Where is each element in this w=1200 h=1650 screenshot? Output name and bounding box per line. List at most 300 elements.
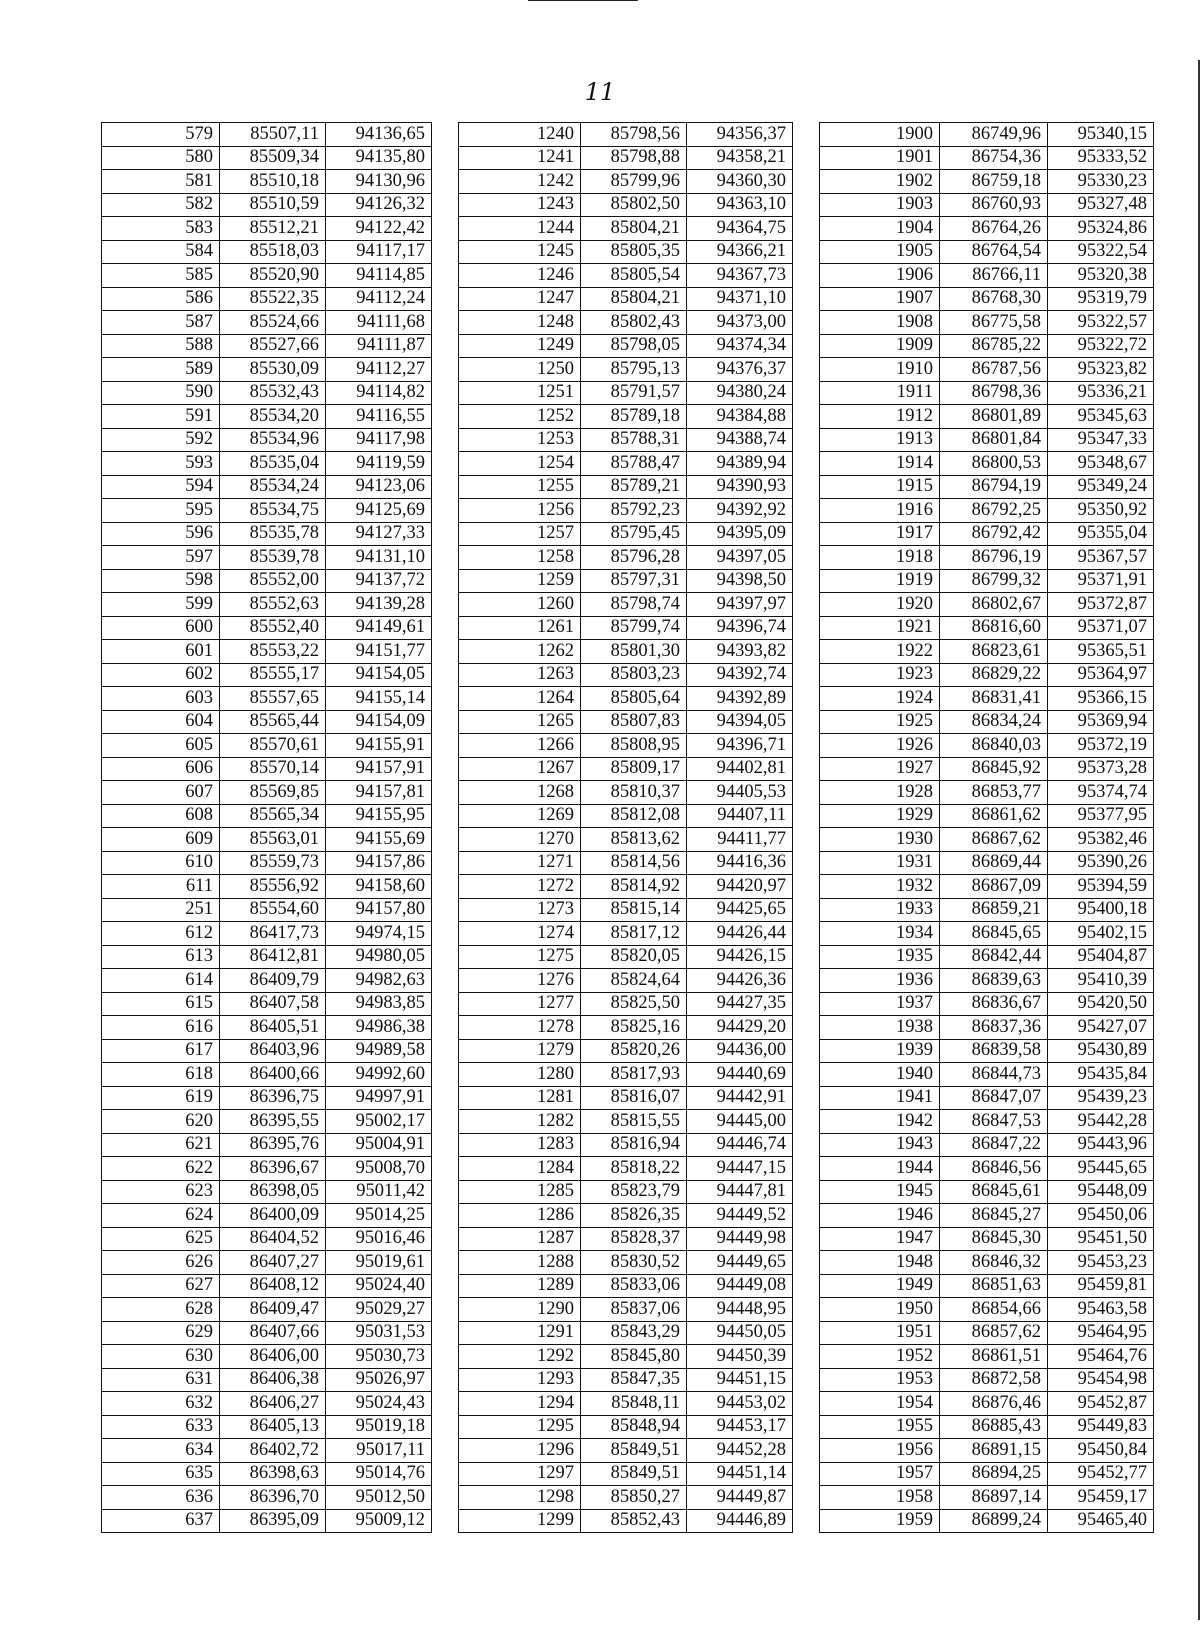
point-number-cell: 1264 bbox=[459, 687, 581, 711]
point-number-cell: 582 bbox=[102, 193, 220, 217]
point-number-cell: 1927 bbox=[820, 757, 940, 781]
point-number-cell: 1957 bbox=[820, 1462, 940, 1486]
x-coordinate-cell: 86837,36 bbox=[940, 1016, 1048, 1040]
x-coordinate-cell: 85843,29 bbox=[581, 1321, 687, 1345]
point-number-cell: 1920 bbox=[820, 593, 940, 617]
point-number-cell: 586 bbox=[102, 287, 220, 311]
table-row bbox=[459, 1157, 793, 1181]
y-coordinate-cell: 94364,75 bbox=[687, 217, 793, 241]
point-number-cell: 1292 bbox=[459, 1345, 581, 1369]
table-row bbox=[820, 1509, 1154, 1533]
table-row bbox=[102, 1204, 432, 1228]
point-number-cell: 619 bbox=[102, 1086, 220, 1110]
x-coordinate-cell: 86400,66 bbox=[220, 1063, 326, 1087]
point-number-cell: 1262 bbox=[459, 640, 581, 664]
point-number-cell: 627 bbox=[102, 1274, 220, 1298]
x-coordinate-cell: 85845,80 bbox=[581, 1345, 687, 1369]
table-row bbox=[102, 264, 432, 288]
x-coordinate-cell: 86405,13 bbox=[220, 1415, 326, 1439]
y-coordinate-cell: 95322,57 bbox=[1048, 311, 1154, 335]
x-coordinate-cell: 86759,18 bbox=[940, 170, 1048, 194]
table-row bbox=[102, 1133, 432, 1157]
point-number-cell: 1251 bbox=[459, 381, 581, 405]
y-coordinate-cell: 94427,35 bbox=[687, 992, 793, 1016]
x-coordinate-cell: 85512,21 bbox=[220, 217, 326, 241]
point-number-cell: 1294 bbox=[459, 1392, 581, 1416]
table-row bbox=[459, 875, 793, 899]
y-coordinate-cell: 94158,60 bbox=[326, 875, 432, 899]
x-coordinate-cell: 85805,35 bbox=[581, 240, 687, 264]
x-coordinate-cell: 85556,92 bbox=[220, 875, 326, 899]
table-row bbox=[820, 663, 1154, 687]
y-coordinate-cell: 95450,84 bbox=[1048, 1439, 1154, 1463]
x-coordinate-cell: 85539,78 bbox=[220, 546, 326, 570]
table-row bbox=[459, 1298, 793, 1322]
x-coordinate-cell: 86799,32 bbox=[940, 569, 1048, 593]
x-coordinate-cell: 86859,21 bbox=[940, 898, 1048, 922]
x-coordinate-cell: 86867,62 bbox=[940, 828, 1048, 852]
point-number-cell: 613 bbox=[102, 945, 220, 969]
y-coordinate-cell: 94371,10 bbox=[687, 287, 793, 311]
point-number-cell: 1276 bbox=[459, 969, 581, 993]
x-coordinate-cell: 85795,45 bbox=[581, 522, 687, 546]
x-coordinate-cell: 86409,47 bbox=[220, 1298, 326, 1322]
table-row bbox=[102, 240, 432, 264]
point-number-cell: 598 bbox=[102, 569, 220, 593]
point-number-cell: 1246 bbox=[459, 264, 581, 288]
table-row bbox=[820, 922, 1154, 946]
point-number-cell: 594 bbox=[102, 475, 220, 499]
table-row bbox=[820, 616, 1154, 640]
x-coordinate-cell: 85565,34 bbox=[220, 804, 326, 828]
point-number-cell: 1944 bbox=[820, 1157, 940, 1181]
y-coordinate-cell: 94436,00 bbox=[687, 1039, 793, 1063]
point-number-cell: 600 bbox=[102, 616, 220, 640]
y-coordinate-cell: 94384,88 bbox=[687, 405, 793, 429]
x-coordinate-cell: 85802,50 bbox=[581, 193, 687, 217]
table-row bbox=[820, 898, 1154, 922]
table-row bbox=[820, 1392, 1154, 1416]
y-coordinate-cell: 95402,15 bbox=[1048, 922, 1154, 946]
table-row bbox=[459, 828, 793, 852]
y-coordinate-cell: 94394,05 bbox=[687, 710, 793, 734]
table-row bbox=[820, 1439, 1154, 1463]
x-coordinate-cell: 85797,31 bbox=[581, 569, 687, 593]
y-coordinate-cell: 94989,58 bbox=[326, 1039, 432, 1063]
x-coordinate-cell: 86834,24 bbox=[940, 710, 1048, 734]
table-row bbox=[459, 123, 793, 147]
y-coordinate-cell: 95024,43 bbox=[326, 1392, 432, 1416]
x-coordinate-cell: 85788,47 bbox=[581, 452, 687, 476]
point-number-cell: 612 bbox=[102, 922, 220, 946]
point-number-cell: 616 bbox=[102, 1016, 220, 1040]
point-number-cell: 1268 bbox=[459, 781, 581, 805]
y-coordinate-cell: 94155,69 bbox=[326, 828, 432, 852]
y-coordinate-cell: 94449,08 bbox=[687, 1274, 793, 1298]
point-number-cell: 1252 bbox=[459, 405, 581, 429]
y-coordinate-cell: 94157,80 bbox=[326, 898, 432, 922]
point-number-cell: 1926 bbox=[820, 734, 940, 758]
table-row bbox=[102, 1321, 432, 1345]
y-coordinate-cell: 94135,80 bbox=[326, 146, 432, 170]
x-coordinate-cell: 85818,22 bbox=[581, 1157, 687, 1181]
point-number-cell: 1936 bbox=[820, 969, 940, 993]
table-row bbox=[820, 193, 1154, 217]
y-coordinate-cell: 95443,96 bbox=[1048, 1133, 1154, 1157]
x-coordinate-cell: 86816,60 bbox=[940, 616, 1048, 640]
y-coordinate-cell: 94420,97 bbox=[687, 875, 793, 899]
table-row bbox=[459, 992, 793, 1016]
point-number-cell: 603 bbox=[102, 687, 220, 711]
x-coordinate-cell: 85789,18 bbox=[581, 405, 687, 429]
y-coordinate-cell: 94451,15 bbox=[687, 1368, 793, 1392]
table-row bbox=[820, 1321, 1154, 1345]
x-coordinate-cell: 86846,32 bbox=[940, 1251, 1048, 1275]
point-number-cell: 596 bbox=[102, 522, 220, 546]
x-coordinate-cell: 86861,51 bbox=[940, 1345, 1048, 1369]
y-coordinate-cell: 95448,09 bbox=[1048, 1180, 1154, 1204]
point-number-cell: 1949 bbox=[820, 1274, 940, 1298]
point-number-cell: 588 bbox=[102, 334, 220, 358]
point-number-cell: 1269 bbox=[459, 804, 581, 828]
point-number-cell: 602 bbox=[102, 663, 220, 687]
table-row bbox=[820, 593, 1154, 617]
point-number-cell: 1955 bbox=[820, 1415, 940, 1439]
point-number-cell: 1297 bbox=[459, 1462, 581, 1486]
x-coordinate-cell: 85805,64 bbox=[581, 687, 687, 711]
table-row bbox=[459, 1486, 793, 1510]
table-row bbox=[820, 1274, 1154, 1298]
y-coordinate-cell: 95372,87 bbox=[1048, 593, 1154, 617]
point-number-cell: 580 bbox=[102, 146, 220, 170]
point-number-cell: 1939 bbox=[820, 1039, 940, 1063]
x-coordinate-cell: 86854,66 bbox=[940, 1298, 1048, 1322]
point-number-cell: 1255 bbox=[459, 475, 581, 499]
point-number-cell: 1261 bbox=[459, 616, 581, 640]
x-coordinate-cell: 85532,43 bbox=[220, 381, 326, 405]
table-row bbox=[820, 381, 1154, 405]
table-row bbox=[102, 546, 432, 570]
point-number-cell: 1295 bbox=[459, 1415, 581, 1439]
y-coordinate-cell: 95410,39 bbox=[1048, 969, 1154, 993]
table-row bbox=[102, 1415, 432, 1439]
point-number-cell: 597 bbox=[102, 546, 220, 570]
y-coordinate-cell: 95011,42 bbox=[326, 1180, 432, 1204]
point-number-cell: 1902 bbox=[820, 170, 940, 194]
table-row bbox=[102, 945, 432, 969]
point-number-cell: 1274 bbox=[459, 922, 581, 946]
point-number-cell: 1271 bbox=[459, 851, 581, 875]
point-number-cell: 1247 bbox=[459, 287, 581, 311]
y-coordinate-cell: 95014,25 bbox=[326, 1204, 432, 1228]
x-coordinate-cell: 85518,03 bbox=[220, 240, 326, 264]
point-number-cell: 637 bbox=[102, 1509, 220, 1533]
x-coordinate-cell: 85810,37 bbox=[581, 781, 687, 805]
x-coordinate-cell: 86872,58 bbox=[940, 1368, 1048, 1392]
y-coordinate-cell: 94397,97 bbox=[687, 593, 793, 617]
table-row bbox=[102, 1486, 432, 1510]
point-number-cell: 1904 bbox=[820, 217, 940, 241]
table-row bbox=[102, 734, 432, 758]
x-coordinate-cell: 85808,95 bbox=[581, 734, 687, 758]
table-row bbox=[102, 405, 432, 429]
point-number-cell: 1925 bbox=[820, 710, 940, 734]
table-row bbox=[820, 804, 1154, 828]
table-row bbox=[820, 146, 1154, 170]
x-coordinate-cell: 86897,14 bbox=[940, 1486, 1048, 1510]
y-coordinate-cell: 95030,73 bbox=[326, 1345, 432, 1369]
x-coordinate-cell: 85837,06 bbox=[581, 1298, 687, 1322]
point-number-cell: 1942 bbox=[820, 1110, 940, 1134]
x-coordinate-cell: 85833,06 bbox=[581, 1274, 687, 1298]
y-coordinate-cell: 95366,15 bbox=[1048, 687, 1154, 711]
x-coordinate-cell: 86845,65 bbox=[940, 922, 1048, 946]
point-number-cell: 1916 bbox=[820, 499, 940, 523]
y-coordinate-cell: 94440,69 bbox=[687, 1063, 793, 1087]
point-number-cell: 1951 bbox=[820, 1321, 940, 1345]
point-number-cell: 589 bbox=[102, 358, 220, 382]
y-coordinate-cell: 94980,05 bbox=[326, 945, 432, 969]
point-number-cell: 1948 bbox=[820, 1251, 940, 1275]
x-coordinate-cell: 85815,14 bbox=[581, 898, 687, 922]
x-coordinate-cell: 86404,52 bbox=[220, 1227, 326, 1251]
table-row bbox=[820, 428, 1154, 452]
y-coordinate-cell: 94449,87 bbox=[687, 1486, 793, 1510]
y-coordinate-cell: 95333,52 bbox=[1048, 146, 1154, 170]
y-coordinate-cell: 95377,95 bbox=[1048, 804, 1154, 828]
y-coordinate-cell: 94136,65 bbox=[326, 123, 432, 147]
table-row bbox=[102, 311, 432, 335]
table-row bbox=[459, 1110, 793, 1134]
y-coordinate-cell: 94119,59 bbox=[326, 452, 432, 476]
point-number-cell: 1915 bbox=[820, 475, 940, 499]
x-coordinate-cell: 85798,56 bbox=[581, 123, 687, 147]
y-coordinate-cell: 95452,77 bbox=[1048, 1462, 1154, 1486]
y-coordinate-cell: 95014,76 bbox=[326, 1462, 432, 1486]
point-number-cell: 1254 bbox=[459, 452, 581, 476]
table-row bbox=[102, 569, 432, 593]
point-number-cell: 624 bbox=[102, 1204, 220, 1228]
top-scan-mark bbox=[528, 0, 638, 1]
x-coordinate-cell: 85795,13 bbox=[581, 358, 687, 382]
x-coordinate-cell: 85534,75 bbox=[220, 499, 326, 523]
x-coordinate-cell: 85565,44 bbox=[220, 710, 326, 734]
table-row bbox=[102, 1368, 432, 1392]
point-number-cell: 587 bbox=[102, 311, 220, 335]
x-coordinate-cell: 86800,53 bbox=[940, 452, 1048, 476]
table-row bbox=[820, 1415, 1154, 1439]
table-row bbox=[102, 1392, 432, 1416]
x-coordinate-cell: 85848,11 bbox=[581, 1392, 687, 1416]
y-coordinate-cell: 95355,04 bbox=[1048, 522, 1154, 546]
point-number-cell: 1282 bbox=[459, 1110, 581, 1134]
y-coordinate-cell: 95439,23 bbox=[1048, 1086, 1154, 1110]
point-number-cell: 625 bbox=[102, 1227, 220, 1251]
table-row bbox=[820, 992, 1154, 1016]
table-row bbox=[820, 1345, 1154, 1369]
table-row bbox=[102, 1298, 432, 1322]
x-coordinate-cell: 86409,79 bbox=[220, 969, 326, 993]
x-coordinate-cell: 85816,94 bbox=[581, 1133, 687, 1157]
y-coordinate-cell: 94392,92 bbox=[687, 499, 793, 523]
point-number-cell: 1907 bbox=[820, 287, 940, 311]
point-number-cell: 585 bbox=[102, 264, 220, 288]
table-row bbox=[459, 405, 793, 429]
y-coordinate-cell: 94449,98 bbox=[687, 1227, 793, 1251]
table-row bbox=[820, 123, 1154, 147]
table-row bbox=[102, 1227, 432, 1251]
point-number-cell: 1932 bbox=[820, 875, 940, 899]
x-coordinate-cell: 86842,44 bbox=[940, 945, 1048, 969]
table-row bbox=[820, 1016, 1154, 1040]
y-coordinate-cell: 95400,18 bbox=[1048, 898, 1154, 922]
x-coordinate-cell: 85823,79 bbox=[581, 1180, 687, 1204]
y-coordinate-cell: 94426,44 bbox=[687, 922, 793, 946]
point-number-cell: 601 bbox=[102, 640, 220, 664]
point-number-cell: 1241 bbox=[459, 146, 581, 170]
x-coordinate-cell: 85552,00 bbox=[220, 569, 326, 593]
y-coordinate-cell: 95365,51 bbox=[1048, 640, 1154, 664]
y-coordinate-cell: 94125,69 bbox=[326, 499, 432, 523]
table-row bbox=[820, 781, 1154, 805]
y-coordinate-cell: 95322,54 bbox=[1048, 240, 1154, 264]
y-coordinate-cell: 95430,89 bbox=[1048, 1039, 1154, 1063]
table-row bbox=[820, 522, 1154, 546]
x-coordinate-cell: 85807,83 bbox=[581, 710, 687, 734]
y-coordinate-cell: 94983,85 bbox=[326, 992, 432, 1016]
y-coordinate-cell: 94126,32 bbox=[326, 193, 432, 217]
table-row bbox=[102, 193, 432, 217]
x-coordinate-cell: 86407,66 bbox=[220, 1321, 326, 1345]
x-coordinate-cell: 85849,51 bbox=[581, 1439, 687, 1463]
table-row bbox=[459, 146, 793, 170]
x-coordinate-cell: 86845,61 bbox=[940, 1180, 1048, 1204]
point-number-cell: 1959 bbox=[820, 1509, 940, 1533]
x-coordinate-cell: 86792,42 bbox=[940, 522, 1048, 546]
table-row bbox=[820, 217, 1154, 241]
table-row bbox=[102, 851, 432, 875]
x-coordinate-cell: 85799,74 bbox=[581, 616, 687, 640]
table-row bbox=[820, 851, 1154, 875]
y-coordinate-cell: 94358,21 bbox=[687, 146, 793, 170]
table-row bbox=[102, 381, 432, 405]
table-row bbox=[459, 358, 793, 382]
table-row bbox=[459, 499, 793, 523]
y-coordinate-cell: 94446,74 bbox=[687, 1133, 793, 1157]
table-row bbox=[820, 546, 1154, 570]
table-row bbox=[459, 217, 793, 241]
point-number-cell: 1259 bbox=[459, 569, 581, 593]
y-coordinate-cell: 95347,33 bbox=[1048, 428, 1154, 452]
y-coordinate-cell: 94131,10 bbox=[326, 546, 432, 570]
y-coordinate-cell: 94356,37 bbox=[687, 123, 793, 147]
y-coordinate-cell: 94114,85 bbox=[326, 264, 432, 288]
point-number-cell: 1912 bbox=[820, 405, 940, 429]
point-number-cell: 611 bbox=[102, 875, 220, 899]
point-number-cell: 622 bbox=[102, 1157, 220, 1181]
y-coordinate-cell: 94130,96 bbox=[326, 170, 432, 194]
y-coordinate-cell: 95019,18 bbox=[326, 1415, 432, 1439]
point-number-cell: 599 bbox=[102, 593, 220, 617]
x-coordinate-cell: 85569,85 bbox=[220, 781, 326, 805]
x-coordinate-cell: 85559,73 bbox=[220, 851, 326, 875]
y-coordinate-cell: 94449,52 bbox=[687, 1204, 793, 1228]
y-coordinate-cell: 95349,24 bbox=[1048, 475, 1154, 499]
y-coordinate-cell: 95404,87 bbox=[1048, 945, 1154, 969]
point-number-cell: 1289 bbox=[459, 1274, 581, 1298]
y-coordinate-cell: 94157,81 bbox=[326, 781, 432, 805]
table-row bbox=[820, 1462, 1154, 1486]
point-number-cell: 1952 bbox=[820, 1345, 940, 1369]
table-row bbox=[102, 287, 432, 311]
point-number-cell: 593 bbox=[102, 452, 220, 476]
point-number-cell: 1287 bbox=[459, 1227, 581, 1251]
table-row bbox=[820, 734, 1154, 758]
x-coordinate-cell: 85820,26 bbox=[581, 1039, 687, 1063]
point-number-cell: 628 bbox=[102, 1298, 220, 1322]
point-number-cell: 629 bbox=[102, 1321, 220, 1345]
point-number-cell: 1278 bbox=[459, 1016, 581, 1040]
x-coordinate-cell: 85552,63 bbox=[220, 593, 326, 617]
y-coordinate-cell: 95464,95 bbox=[1048, 1321, 1154, 1345]
y-coordinate-cell: 94157,91 bbox=[326, 757, 432, 781]
x-coordinate-cell: 85812,08 bbox=[581, 804, 687, 828]
point-number-cell: 1903 bbox=[820, 193, 940, 217]
y-coordinate-cell: 95350,92 bbox=[1048, 499, 1154, 523]
y-coordinate-cell: 95463,58 bbox=[1048, 1298, 1154, 1322]
point-number-cell: 1299 bbox=[459, 1509, 581, 1533]
x-coordinate-cell: 86775,58 bbox=[940, 311, 1048, 335]
y-coordinate-cell: 95024,40 bbox=[326, 1274, 432, 1298]
x-coordinate-cell: 86396,70 bbox=[220, 1486, 326, 1510]
y-coordinate-cell: 94396,71 bbox=[687, 734, 793, 758]
y-coordinate-cell: 94157,86 bbox=[326, 851, 432, 875]
x-coordinate-cell: 86847,22 bbox=[940, 1133, 1048, 1157]
table-row bbox=[459, 1321, 793, 1345]
y-coordinate-cell: 94367,73 bbox=[687, 264, 793, 288]
x-coordinate-cell: 85510,18 bbox=[220, 170, 326, 194]
x-coordinate-cell: 86798,36 bbox=[940, 381, 1048, 405]
table-row bbox=[820, 828, 1154, 852]
y-coordinate-cell: 94450,05 bbox=[687, 1321, 793, 1345]
x-coordinate-cell: 85798,88 bbox=[581, 146, 687, 170]
x-coordinate-cell: 85848,94 bbox=[581, 1415, 687, 1439]
x-coordinate-cell: 85801,30 bbox=[581, 640, 687, 664]
y-coordinate-cell: 94453,17 bbox=[687, 1415, 793, 1439]
point-number-cell: 606 bbox=[102, 757, 220, 781]
point-number-cell: 1943 bbox=[820, 1133, 940, 1157]
table-row bbox=[102, 828, 432, 852]
x-coordinate-cell: 85804,21 bbox=[581, 217, 687, 241]
y-coordinate-cell: 95019,61 bbox=[326, 1251, 432, 1275]
table-row bbox=[820, 969, 1154, 993]
point-number-cell: 251 bbox=[102, 898, 220, 922]
table-row bbox=[820, 475, 1154, 499]
table-row bbox=[102, 452, 432, 476]
table-row bbox=[820, 1298, 1154, 1322]
y-coordinate-cell: 94447,15 bbox=[687, 1157, 793, 1181]
x-coordinate-cell: 85534,20 bbox=[220, 405, 326, 429]
x-coordinate-cell: 85509,34 bbox=[220, 146, 326, 170]
x-coordinate-cell: 86412,81 bbox=[220, 945, 326, 969]
table-row bbox=[102, 640, 432, 664]
y-coordinate-cell: 94154,09 bbox=[326, 710, 432, 734]
point-number-cell: 633 bbox=[102, 1415, 220, 1439]
y-coordinate-cell: 94448,95 bbox=[687, 1298, 793, 1322]
x-coordinate-cell: 85510,59 bbox=[220, 193, 326, 217]
y-coordinate-cell: 95002,17 bbox=[326, 1110, 432, 1134]
x-coordinate-cell: 86847,07 bbox=[940, 1086, 1048, 1110]
